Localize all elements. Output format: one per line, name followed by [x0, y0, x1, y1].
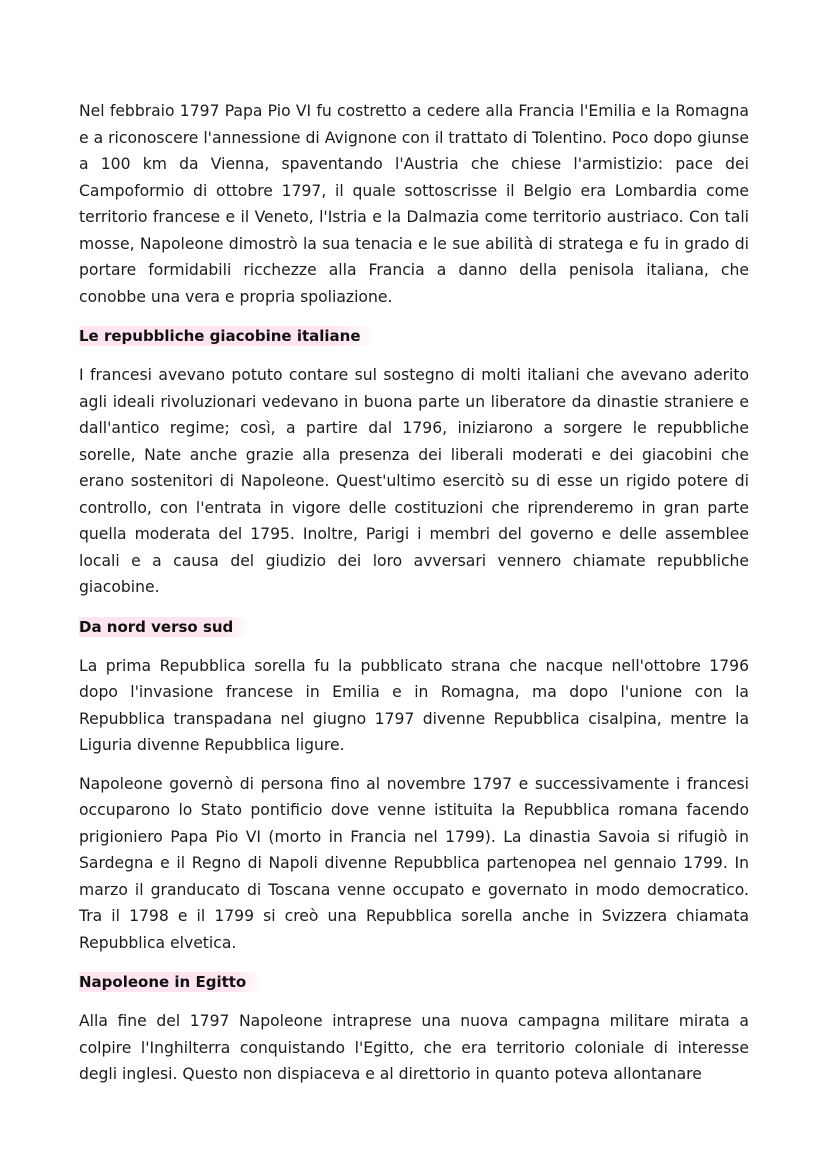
heading-wrap [79, 613, 749, 653]
heading-wrap [79, 968, 749, 1008]
paragraph-prima-repubblica: La prima Repubblica sorella fu la pubblicato strana che nacque nell'ottobre 1796 dopo l'invasione francese in Emilia e in Romagna, ma dopo l'unione con la Repubblica transpadana nel giugno 1797 divenne Repubblica cisalpina, mentre la Liguria divenne Repubblica ligure. [79, 656, 749, 754]
heading-wrap [79, 322, 749, 362]
paragraph-napoleone-governo: Napoleone governò di persona fino al novembre 1797 e successivamente i francesi occuparono lo Stato pontificio dove venne istituita la Repubblica romana facendo prigioniero Papa Pio VI (morto in Francia nel 1799). La dinastia Savoia si rifugiò in Sardegna e il Regno di Napoli divenne Repubblica partenopea nel gennaio 1799. In marzo il granducato di Toscana venne occupato e governato in modo democratico. Tra il 1798 e il 1799 si creò una Repubblica sorella anche in Svizzera chiamata Repubblica elvetica. [79, 774, 749, 952]
section-heading-repubbliche-giacobine: Le repubbliche giacobine italiane [79, 326, 377, 346]
paragraph-repubbliche-sorelle: I francesi avevano potuto contare sul sostegno di molti italiani che avevano aderito agli ideali rivoluzionari vedevano in buona parte un liberatore da dinastie straniere e dall'antico regime; così, a partire dal 1796, iniziarono a sorgere le repubbliche sorelle, Nate anche grazie alla presenza dei liberali moderati e dei giacobini che erano sostenitori di Napoleone. Quest'ultimo esercitò su di esse un rigido potere di controllo, con l'entrata in vigore delle costituzioni che riprenderemo in gran parte quella moderata del 1795. Inoltre, Parigi i membri del governo e delle assemblee locali e a causa del giudizio dei loro avversari vennero chiamate repubbliche giacobine. [79, 366, 749, 596]
paragraph-treaty-tolentino: Nel febbraio 1797 Papa Pio VI fu costretto a cedere alla Francia l'Emilia e la Romagna e a riconoscere l'annessione di Avignone con il trattato di Tolentino. Poco dopo giunse a 100 km da Vienna, spaventando l'Austria che chiese l'armistizio: pace dei Campoformio di ottobre 1797, il quale sottoscrisse il Belgio era Lombardia come territorio francese e il Veneto, l'Istria e la Dalmazia come territorio austriaco. Con tali mosse, Napoleone dimostrò la sua tenacia e le sue abilità di stratega e fu in grado di portare formidabili ricchezze alla Francia a danno della penisola italiana, che conobbe una vera e propria spoliazione. [79, 102, 749, 306]
paragraph-campagna-egitto: Alla fine del 1797 Napoleone intraprese una nuova campagna militare mirata a colpire l'Inghilterra conquistando l'Egitto, che era territorio coloniale di interesse degli inglesi. Questo non dispiaceva e al direttorio in quanto poteva allontanare [79, 1012, 749, 1083]
section-heading-da-nord-verso-sud: Da nord verso sud [79, 617, 249, 637]
document-page [79, 98, 749, 1100]
section-heading-napoleone-in-egitto: Napoleone in Egitto [79, 972, 262, 992]
